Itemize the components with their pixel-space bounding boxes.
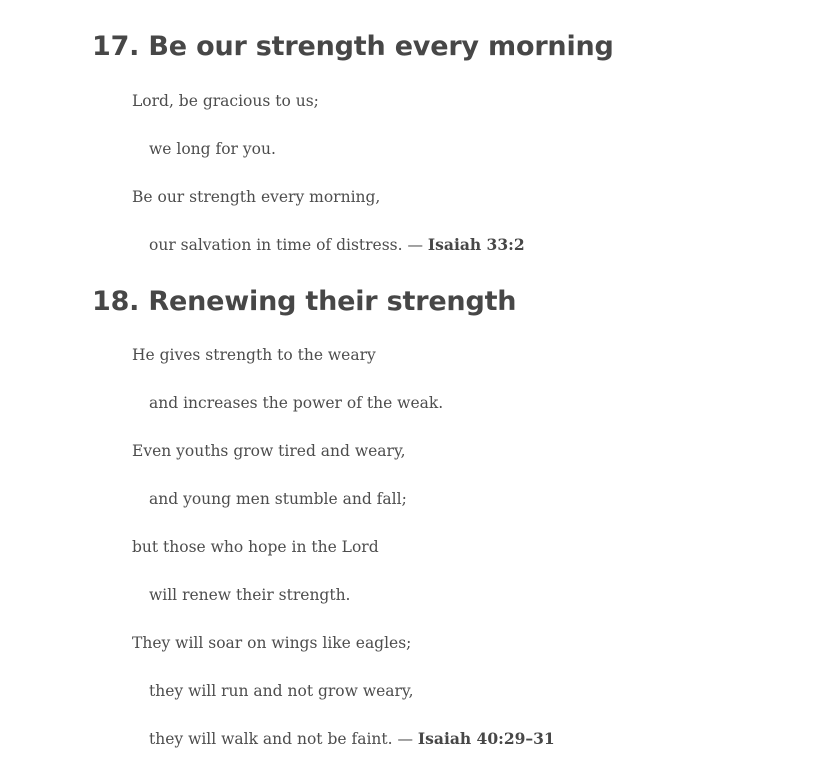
verse-line <box>149 235 525 255</box>
verse-text: He gives strength to the weary <box>132 346 376 364</box>
verse-text: but those who hope in the Lord <box>132 538 379 556</box>
section-heading: 17. Be our strength every morning <box>92 31 614 62</box>
verse-line <box>149 585 351 605</box>
verse-line <box>132 187 380 207</box>
scripture-reference: Isaiah 40:29–31 <box>417 729 555 748</box>
verse-line <box>132 345 376 365</box>
verse-text: we long for you. <box>149 140 276 158</box>
verse-text: Even youths grow tired and weary, <box>132 442 406 460</box>
verse-line <box>149 139 276 159</box>
verse-text: they will walk and not be faint. — <box>149 730 418 748</box>
verse-text: and increases the power of the weak. <box>149 394 444 412</box>
verse-text: They will soar on wings like eagles; <box>132 634 412 652</box>
section-heading: 18. Renewing their strength <box>92 286 517 317</box>
verse-line <box>149 681 414 701</box>
verse-line <box>132 633 411 653</box>
verse-line <box>149 393 443 413</box>
verse-text: they will run and not grow weary, <box>149 682 414 700</box>
verse-line <box>149 729 555 749</box>
verse-line <box>132 91 319 111</box>
verse-line <box>132 537 379 557</box>
verse-text: Lord, be gracious to us; <box>132 92 319 110</box>
scripture-reference: Isaiah 33:2 <box>427 235 525 254</box>
verse-text: Be our strength every morning, <box>132 188 381 206</box>
verse-line <box>149 489 407 509</box>
verse-text: our salvation in time of distress. — <box>149 236 428 254</box>
verse-text: will renew their strength. <box>149 586 351 604</box>
verse-text: and young men stumble and fall; <box>149 490 407 508</box>
verse-line <box>132 441 406 461</box>
